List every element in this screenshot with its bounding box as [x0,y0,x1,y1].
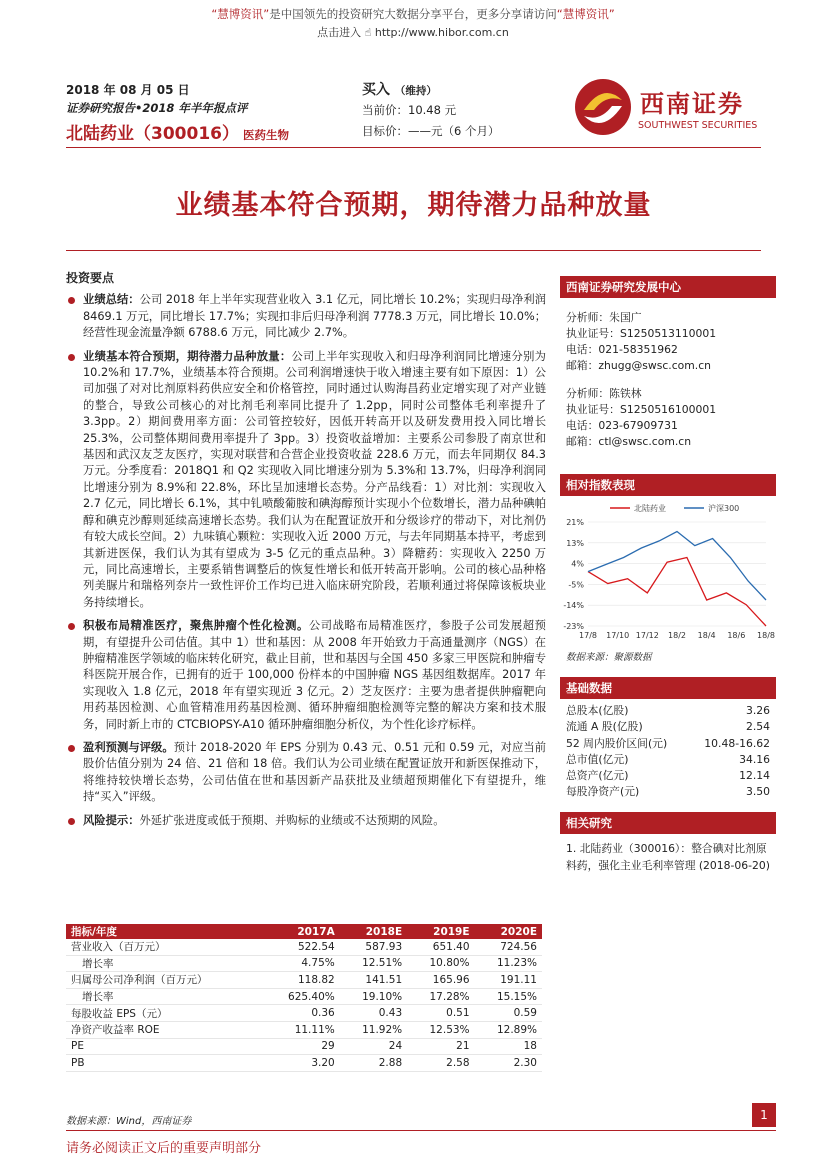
bullet-performance [66,349,546,612]
analyst-name: 分析师：朱国广 [566,311,642,324]
table-header-row [66,924,542,939]
chart-source: 数据来源：聚源数据 [566,652,652,663]
x-tick-label: 17/10 [606,631,630,640]
analyst-cert: 执业证号：S1250516100001 [566,403,717,416]
basic-row [560,719,776,735]
related-item[interactable] [560,834,776,874]
logo-text-en: SOUTHWEST SECURITIES [638,120,758,131]
basic-key: 总市值(亿元) [566,752,629,766]
row-value: 15.15% [475,988,542,1005]
series-line [588,558,766,627]
bullet-title: 积极布局精准医疗，聚焦肿瘤个性化检测。 [83,619,309,633]
basic-value: 2.54 [745,720,770,734]
row-value: 724.56 [475,939,542,955]
headline: 业绩基本符合预期，期待潜力品种放量 [175,190,652,221]
related-date: (2018-06-20) [698,859,770,872]
row-value: 24 [340,1038,407,1055]
relative-index-panel [560,474,776,663]
bullet-title: 风险提示： [83,813,140,827]
related-research-panel [560,812,776,874]
bullet-title: 业绩基本符合预期，期待潜力品种放量： [83,349,292,363]
bullet-forecast [66,740,546,806]
logo-text-cn: 西南证券 [640,90,744,118]
banner-brand: “慧博资讯” [211,7,270,21]
basic-value: 34.16 [739,752,770,766]
row-value: 165.96 [407,972,474,989]
bullet-text: 公司 2018 年上半年实现营业收入 3.1 亿元，同比增长 10.2%；实现归母净利润 8469.1 万元，同比增长 17.7%；实现扣非后归母净利润 7778.3 万元，同比增长 10.0%；经营性现金流量净额 6788.6 万元，同比减少 2.7%。 [83,293,546,340]
table-row [66,1021,542,1038]
bullet-title: 业绩总结： [83,293,140,307]
analyst-cert: 执业证号：S1250513110001 [566,327,717,340]
row-value: 4.75% [263,955,339,972]
basic-key: 流通 A 股(亿股) [566,720,643,734]
row-label: PE [66,1038,263,1055]
bullet-text: 公司上半年实现收入和归母净利润同比增速分别为 10.2%和 17.7%，业绩基本符合预期。公司利润增速快于收入增速主要有如下原因：1）公司加强了对对比剂原料药供应安全和价格管控，同时通过认购海昌药业定增实现了对产业链的整合，导致公司核心的对比剂毛利率同比提升了 1.2pp，同时公司整体毛利率提升了 3.3pp。2）期间费用率方面：公司管控较好，因低开转高开以及研发费用投入同比增长 25.3%，公司整体期间费用率提升了 3pp。3）投资收益增加：主要系公司参股了南京世和基因和武汉友芝友医疗，实现对联营和合营企业投资收益 228.6 万元，而去年同期仅 84.3 万元。分季度看：2018Q1 和 Q2 实现收入同比增速分别为 5.3%和 13.7%，归母净利润同比增速分别为 8.9%和 22.8%，环比呈加速增长态势。分产品线看：1）对比剂：实现收入 2.7 亿元，同比增长 6.1%，其中钆喷酸葡胺和碘海醇预计实现小个位数增长，潜力品种碘帕醇和碘克沙醇则延续高速增长态势。我们认为在配置证放开和分级诊疗的带动下，对比剂仍有较大成长空间。2）九味镇心颗粒：实现收入近 2000 万元，与去年同期基本持平，考虑到其新进医保，我们认为其有望成为 3-5 亿元的重点品种。3）降糖药：实现收入 2250 万元，同比高速增长，主要系销售调整后的恢复性增长和低开转高开影响。公司的核心品种格列美脲片和瑞格列奈片一致性评价工作均已进入临床研究阶段，若顺利通过将保障该板块业务持续增长。 [83,349,546,609]
table-row [66,939,542,955]
logo-emblem-icon [572,76,634,138]
basic-row [560,703,776,719]
basic-key: 总股本(亿股) [566,704,629,717]
x-tick-label: 18/8 [757,631,775,640]
target-price: 目标价：——元（6 个月） [362,124,500,138]
table-row [66,972,542,989]
basic-row [560,752,776,768]
company-name: 北陆药业（300016） [66,124,239,144]
x-tick-label: 17/8 [579,631,597,640]
row-value: 2.58 [407,1055,474,1072]
page-number: 1 [752,1103,776,1127]
row-label: 净资产收益率 ROE [66,1021,263,1038]
table-source: 数据来源：Wind，西南证券 [66,1116,192,1127]
banner-link-url[interactable]: http://www.hibor.com.cn [374,26,509,39]
row-value: 651.40 [407,939,474,955]
bullet-text: 预计 2018-2020 年 EPS 分别为 0.43 元、0.51 元和 0.59 元，对应当前股价估值分别为 24 倍、21 倍和 18 倍。我们认为公司业绩在配置证放开和新医保推动下，将维持较快增长态势，公司估值在世和基因新产品获批及业绩超预期催化下有望提升，维持“买入”评级。 [83,740,546,804]
basic-key: 每股净资产(元) [566,785,640,799]
basic-value: 12.14 [739,769,770,783]
x-tick-label: 17/12 [635,631,659,640]
basic-data-header: 基础数据 [560,677,776,699]
bullet-title: 盈利预测与评级。 [83,740,174,754]
bullet-precision-medicine [66,618,546,733]
basic-row [560,768,776,784]
row-value: 118.82 [263,972,339,989]
row-label: 每股收益 EPS（元） [66,1005,263,1022]
banner-link-row[interactable] [0,24,826,40]
row-value: 522.54 [263,939,339,955]
bullet-text: 外延扩张进度或低于预期、并购标的业绩或不达预期的风险。 [139,813,445,827]
row-label: 增长率 [66,988,263,1005]
row-value: 2.88 [340,1055,407,1072]
header-divider [66,147,761,148]
basic-key: 总资产(亿元) [566,769,629,783]
banner-brand-2: “慧博资讯” [556,7,615,21]
research-center-header: 西南证券研究发展中心 [560,276,776,298]
x-tick-label: 18/2 [668,631,686,640]
row-value: 12.89% [475,1021,542,1038]
x-tick-label: 18/4 [697,631,716,640]
row-value: 625.40% [263,988,339,1005]
row-value: 191.11 [475,972,542,989]
current-price: 当前价：10.48 元 [362,103,457,117]
rating-note: （维持） [394,85,437,97]
row-label: 归属母公司净利润（百万元） [66,972,263,989]
table-header: 2019E [407,924,474,939]
row-value: 587.93 [340,939,407,955]
related-header: 相关研究 [560,812,776,834]
top-banner [0,6,826,22]
banner-link-label[interactable]: 点击进入 [317,26,362,39]
row-value: 0.36 [263,1005,339,1022]
y-tick-label: -23% [563,622,584,631]
analyst-phone: 电话：021-58351962 [566,343,678,356]
legend-label: 沪深300 [708,504,740,513]
row-value: 17.28% [407,988,474,1005]
row-value: 3.20 [263,1055,339,1072]
chart-header: 相对指数表现 [560,474,776,496]
table-header: 2020E [475,924,542,939]
footer-disclaimer: 请务必阅读正文后的重要声明部分 [66,1141,262,1156]
series-line [588,532,766,601]
y-tick-label: -14% [563,601,584,611]
legend-label: 北陆药业 [634,504,666,513]
table-row [66,1055,542,1072]
row-value: 0.43 [340,1005,407,1022]
table-row [66,955,542,972]
related-text[interactable]: 1. 北陆药业（300016）：整合碘对比剂原料药，强化主业毛利率管理 [566,842,767,872]
row-value: 0.51 [407,1005,474,1022]
y-tick-label: -5% [568,580,584,590]
bullet-risk [66,813,546,829]
y-tick-label: 21% [566,518,584,527]
row-value: 29 [263,1038,339,1055]
basic-value: 10.48-16.62 [704,736,770,750]
relative-index-chart [560,496,776,646]
cursor-icon: ☝ [364,26,372,39]
basic-value: 3.26 [745,704,770,717]
footer-divider [66,1130,776,1131]
row-value: 0.59 [475,1005,542,1022]
row-value: 10.80% [407,955,474,972]
row-label: PB [66,1055,263,1072]
basic-row [560,736,776,752]
bullet-summary [66,292,546,341]
row-value: 19.10% [340,988,407,1005]
company-title [66,119,289,144]
row-label: 增长率 [66,955,263,972]
analyst-name: 分析师：陈铁林 [566,387,642,400]
row-value: 11.92% [340,1021,407,1038]
basic-data-panel [560,677,776,801]
table-header: 2018E [340,924,407,939]
y-tick-label: 13% [566,538,584,548]
banner-text: 是中国领先的投资研究大数据分享平台，更多分享请访问 [269,7,557,21]
row-value: 141.51 [340,972,407,989]
basic-row [560,784,776,800]
research-center-panel [560,276,776,450]
section-title: 投资要点 [66,271,115,285]
main-content [66,270,546,836]
table-row [66,988,542,1005]
rating-value: 买入 [362,82,390,98]
table-header: 指标/年度 [66,924,263,939]
row-value: 21 [407,1038,474,1055]
analyst-email[interactable]: 邮箱：zhugg@swsc.com.cn [566,359,711,372]
row-value: 18 [475,1038,542,1055]
industry-label: 医药生物 [242,128,289,142]
row-value: 2.30 [475,1055,542,1072]
row-value: 11.11% [263,1021,339,1038]
headline-divider [66,250,761,251]
analyst-email[interactable]: 邮箱：ctl@swsc.com.cn [566,435,692,448]
row-value: 11.23% [475,955,542,972]
report-type: 证券研究报告•2018 年半年报点评 [66,101,248,115]
basic-value: 3.50 [745,785,770,799]
bullet-text: 公司战略布局精准医疗，参股子公司发展超预期，有望提升公司估值。其中 1）世和基因：从 2008 年开始致力于高通量测序（NGS）在肿瘤精准医学领域的临床转化研究，截止目前，世和基因与全国 450 多家三甲医院和肿瘤专科医院开展合作，已拥有的近于 100,000 份样本的中国肿瘤 NGS 基因组数据库。2017 年实现收入 1.8 亿元，2018 年有望实现近 3 亿元。2）芝友医疗：主要为患者提供肿瘤靶向用药基因检测、心血管精准用药基因检测、循环肿瘤细胞检测等完整的解决方案和技术服务，同时新上市的 CTCBIOPSY-A10 循环肿瘤细胞分析仪，为个性化诊疗标样。 [83,619,546,731]
row-value: 12.53% [407,1021,474,1038]
y-tick-label: 4% [571,559,584,569]
row-label: 营业收入（百万元） [66,939,263,955]
row-value: 12.51% [340,955,407,972]
table-header: 2017A [263,924,339,939]
report-date: 2018 年 08 月 05 日 [66,83,190,97]
table-row [66,1038,542,1055]
rating [362,79,437,99]
x-tick-label: 18/6 [727,631,746,640]
analyst-phone: 电话：023-67909731 [566,419,678,432]
financial-forecast-table [66,924,542,1072]
basic-key: 52 周内股价区间(元) [566,736,668,750]
table-row [66,1005,542,1022]
